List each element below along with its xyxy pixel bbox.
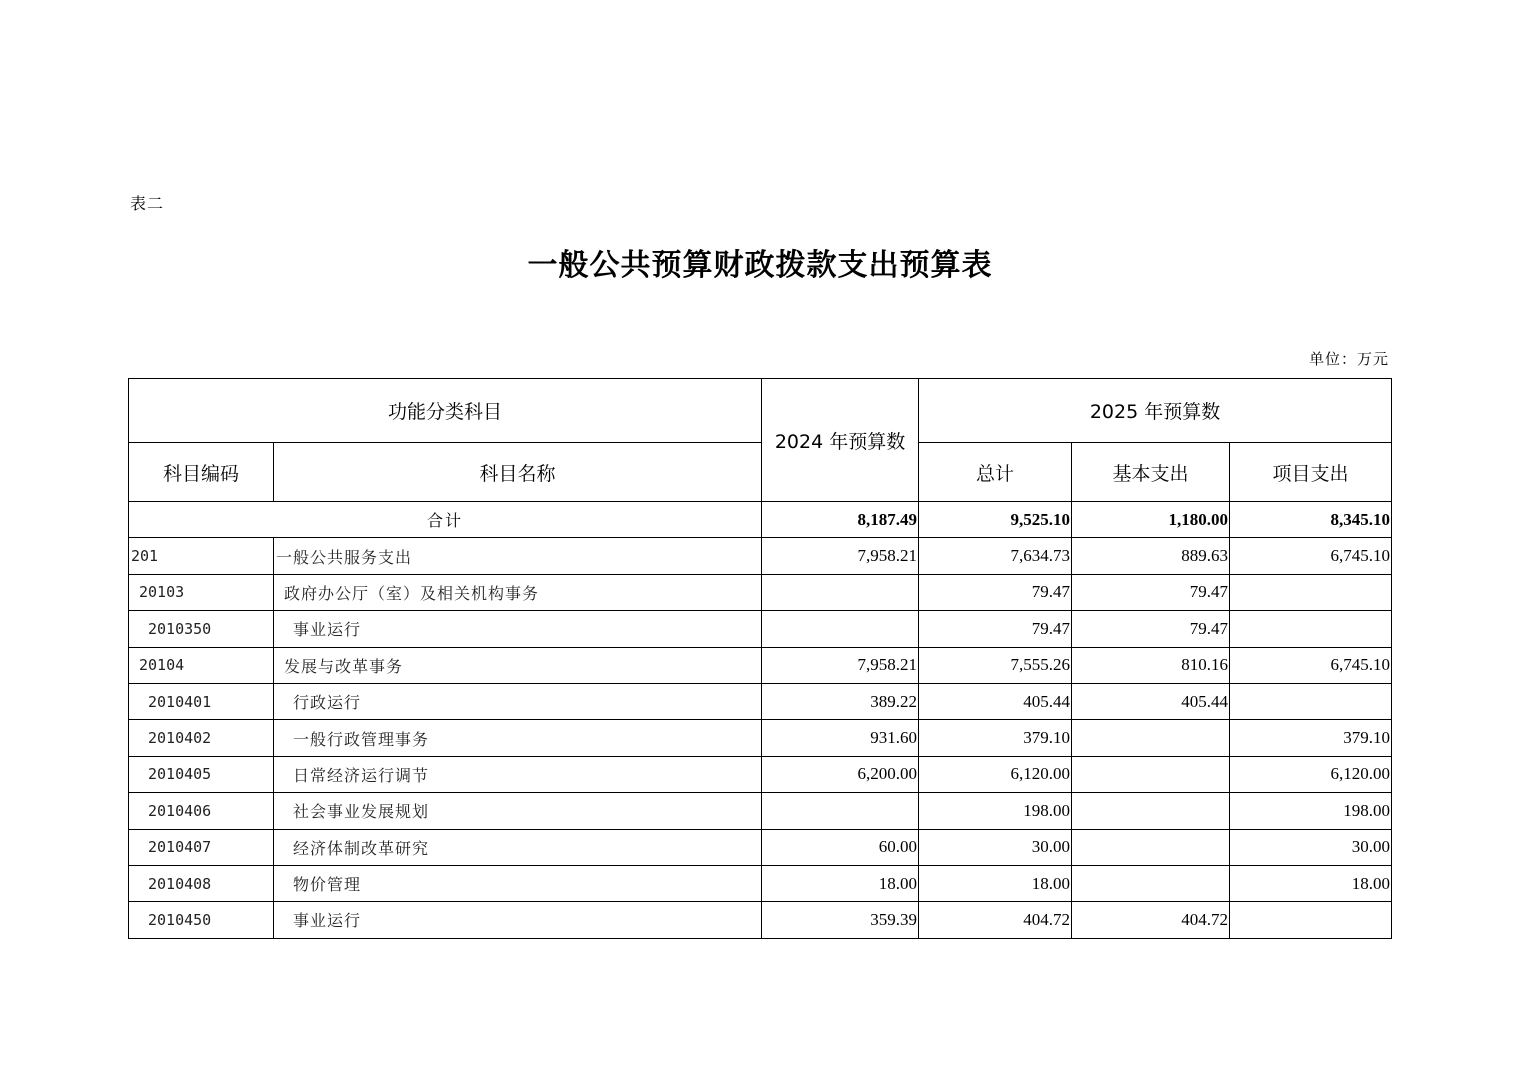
header-row-2: [129, 443, 1392, 502]
row-name: 行政运行: [274, 683, 762, 719]
row-2025-basic: 810.16: [1072, 647, 1230, 683]
row-code: 2010450: [129, 902, 274, 938]
row-name: 物价管理: [274, 865, 762, 901]
row-code: 2010407: [129, 829, 274, 865]
table-row: [129, 574, 1392, 610]
table-row: [129, 647, 1392, 683]
row-2025-basic: [1072, 720, 1230, 756]
row-code: 201: [129, 538, 274, 574]
page-title: 一般公共预算财政拨款支出预算表: [527, 248, 993, 283]
row-2024: 359.39: [762, 902, 919, 938]
row-2024: [762, 611, 919, 647]
row-2025-basic: [1072, 756, 1230, 792]
row-2025-basic: 889.63: [1072, 538, 1230, 574]
row-2024: [762, 793, 919, 829]
row-2024: [762, 574, 919, 610]
header-function-category: 功能分类科目: [129, 379, 762, 443]
table-row: [129, 756, 1392, 792]
table-row: [129, 720, 1392, 756]
row-2025-total: 7,555.26: [919, 647, 1072, 683]
row-2025-project: 6,745.10: [1230, 647, 1392, 683]
table-row: [129, 793, 1392, 829]
row-2025-basic: [1072, 793, 1230, 829]
row-2025-project: 6,745.10: [1230, 538, 1392, 574]
row-2025-total: 7,634.73: [919, 538, 1072, 574]
row-code: 2010350: [129, 611, 274, 647]
total-2025-project: 8,345.10: [1230, 502, 1392, 538]
row-name: 事业运行: [274, 902, 762, 938]
header-basic: 基本支出: [1072, 443, 1230, 502]
table-row: [129, 902, 1392, 938]
row-name: 政府办公厅（室）及相关机构事务: [274, 574, 762, 610]
table-row: [129, 865, 1392, 901]
row-name: 日常经济运行调节: [274, 756, 762, 792]
row-name: 社会事业发展规划: [274, 793, 762, 829]
row-2025-total: 79.47: [919, 574, 1072, 610]
row-code: 2010408: [129, 865, 274, 901]
row-2025-basic: [1072, 829, 1230, 865]
budget-table: [128, 378, 1392, 939]
row-2025-project: 18.00: [1230, 865, 1392, 901]
row-2025-project: 198.00: [1230, 793, 1392, 829]
row-2025-project: [1230, 902, 1392, 938]
header-2025-budget: 2025 年预算数: [919, 379, 1392, 443]
header-code: 科目编码: [129, 443, 274, 502]
row-name: 事业运行: [274, 611, 762, 647]
row-2025-basic: 404.72: [1072, 902, 1230, 938]
row-name: 一般公共服务支出: [274, 538, 762, 574]
row-code: 20103: [129, 574, 274, 610]
table-row: [129, 611, 1392, 647]
row-2025-total: 379.10: [919, 720, 1072, 756]
row-code: 2010406: [129, 793, 274, 829]
row-2025-total: 405.44: [919, 683, 1072, 719]
row-code: 2010405: [129, 756, 274, 792]
row-2024: 389.22: [762, 683, 919, 719]
header-2024-budget: 2024 年预算数: [762, 379, 919, 502]
row-name: 发展与改革事务: [274, 647, 762, 683]
row-2024: 7,958.21: [762, 647, 919, 683]
row-2025-total: 79.47: [919, 611, 1072, 647]
header-name: 科目名称: [274, 443, 762, 502]
row-2024: 60.00: [762, 829, 919, 865]
row-2025-basic: 79.47: [1072, 611, 1230, 647]
table-row: [129, 829, 1392, 865]
row-name: 一般行政管理事务: [274, 720, 762, 756]
row-2025-project: [1230, 683, 1392, 719]
table-row: [129, 683, 1392, 719]
header-total: 总计: [919, 443, 1072, 502]
row-2025-total: 404.72: [919, 902, 1072, 938]
row-2025-project: 379.10: [1230, 720, 1392, 756]
row-2025-project: 6,120.00: [1230, 756, 1392, 792]
row-2025-basic: [1072, 865, 1230, 901]
unit-label: 单位：万元: [1308, 350, 1389, 368]
total-2025-total: 9,525.10: [919, 502, 1072, 538]
row-2025-total: 30.00: [919, 829, 1072, 865]
table-label: 表二: [130, 194, 165, 213]
row-2024: 6,200.00: [762, 756, 919, 792]
row-2025-total: 198.00: [919, 793, 1072, 829]
row-2024: 18.00: [762, 865, 919, 901]
row-2024: 7,958.21: [762, 538, 919, 574]
total-2025-basic: 1,180.00: [1072, 502, 1230, 538]
row-2025-basic: 405.44: [1072, 683, 1230, 719]
row-2024: 931.60: [762, 720, 919, 756]
row-2025-total: 6,120.00: [919, 756, 1072, 792]
row-2025-project: [1230, 574, 1392, 610]
total-label: 合计: [129, 502, 762, 538]
row-code: 20104: [129, 647, 274, 683]
row-code: 2010401: [129, 683, 274, 719]
table-row: [129, 538, 1392, 574]
header-row-1: [129, 379, 1392, 443]
row-2025-project: [1230, 611, 1392, 647]
total-row: [129, 502, 1392, 538]
row-2025-project: 30.00: [1230, 829, 1392, 865]
header-project: 项目支出: [1230, 443, 1392, 502]
row-2025-total: 18.00: [919, 865, 1072, 901]
row-code: 2010402: [129, 720, 274, 756]
row-name: 经济体制改革研究: [274, 829, 762, 865]
total-2024: 8,187.49: [762, 502, 919, 538]
row-2025-basic: 79.47: [1072, 574, 1230, 610]
